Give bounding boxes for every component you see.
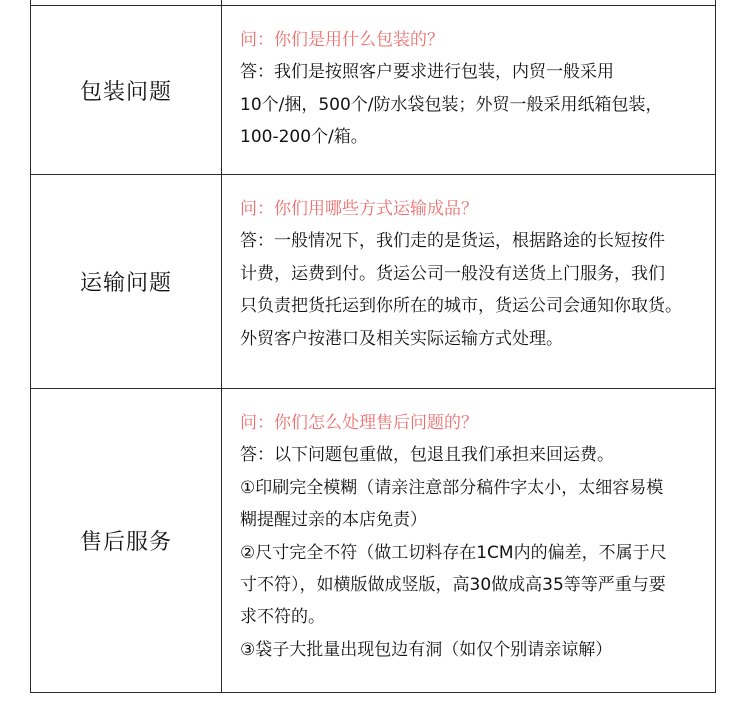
answer-line: 寸不符），如横版做成竖版，高30做成高35等等严重与要 — [240, 575, 666, 596]
answer-line: 计费，运费到付。货运公司一般没有送货上门服务，我们 — [240, 263, 665, 284]
faq-table — [30, 0, 716, 693]
answer-line: ②尺寸完全不符（做工切料存在1CM内的偏差，不属于尺 — [240, 542, 667, 563]
answer-line: 答：一般情况下，我们走的是货运，根据路途的长短按件 — [240, 231, 665, 252]
question-aftersales: 问：你们怎么处理售后问题的？ — [240, 413, 478, 433]
answer-line: 100-200个/箱。 — [240, 127, 368, 148]
qa-cell-packaging — [222, 6, 716, 175]
answer-line: 糊提醒过亲的本店免责） — [240, 510, 427, 531]
answer-line: 只负责把货托运到你所在的城市，货运公司会通知你取货。 — [240, 296, 682, 317]
answer-line: ③袋子大批量出现包边有洞（如仅个别请亲谅解） — [240, 639, 613, 660]
question-shipping: 问：你们用哪些方式运输成品？ — [240, 199, 478, 219]
answer-line: ①印刷完全模糊（请亲注意部分稿件字太小，太细容易模 — [240, 477, 664, 498]
answer-line: 外贸客户按港口及相关实际运输方式处理。 — [240, 328, 563, 349]
category-shipping: 运输问题 — [31, 175, 222, 389]
answer-line: 答：我们是按照客户要求进行包装，内贸一般采用 — [240, 62, 614, 83]
faq-row-packaging — [31, 6, 716, 175]
answer-line: 求不符的。 — [240, 607, 325, 628]
answer-line: 10个/捆，500个/防水袋包装；外贸一般采用纸箱包装， — [240, 94, 663, 115]
answer-line: 答：以下问题包重做，包退且我们承担来回运费。 — [240, 445, 614, 466]
category-aftersales: 售后服务 — [31, 389, 222, 693]
qa-cell-aftersales — [222, 389, 716, 693]
category-packaging: 包装问题 — [31, 6, 222, 175]
faq-row-shipping — [31, 175, 716, 389]
qa-cell-shipping — [222, 175, 716, 389]
question-packaging: 问：你们是用什么包装的？ — [240, 30, 444, 50]
faq-row-aftersales — [31, 389, 716, 693]
